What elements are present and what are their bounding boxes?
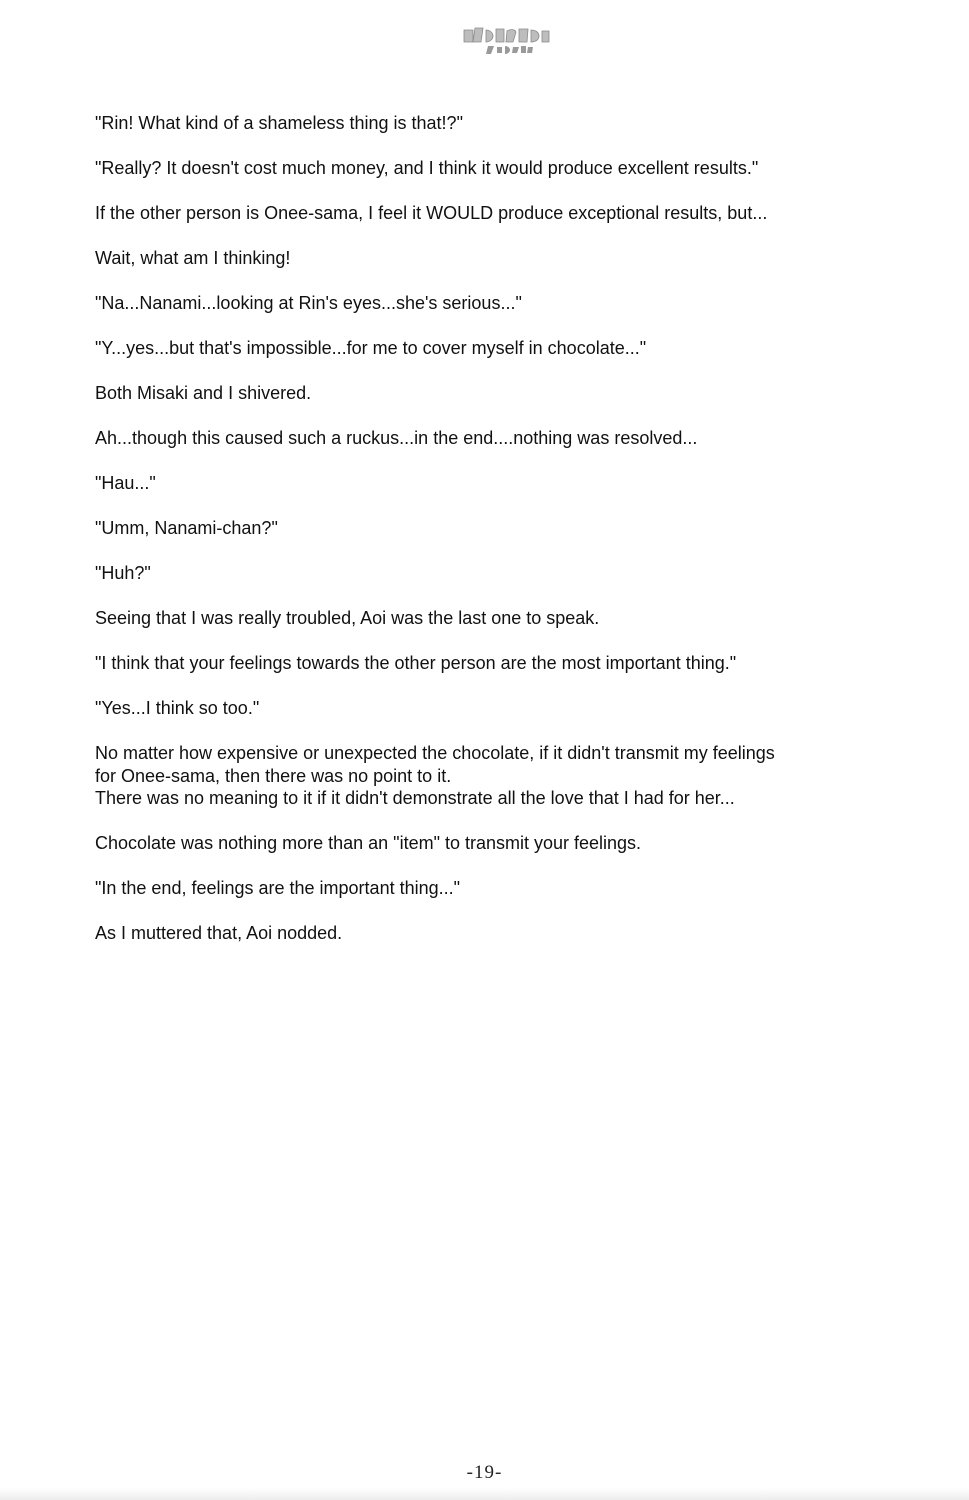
paragraph: "Umm, Nanami-chan?" <box>95 518 278 538</box>
scan-edge <box>0 1488 969 1500</box>
paragraph: "Hau..." <box>95 473 156 493</box>
paragraph: If the other person is Onee-sama, I feel it WOULD produce exceptional results, but... <box>95 203 768 223</box>
paragraph: No matter how expensive or unexpected the chocolate, if it didn't transmit my feelings for Onee-sama, then there was no point to it. There was no meaning to it if it didn't demonstrate all the love that I had for her... <box>95 743 775 808</box>
paragraph: "I think that your feelings towards the other person are the most important thing." <box>95 653 737 673</box>
paragraph: Ah...though this caused such a ruckus...in the end....nothing was resolved... <box>95 428 698 448</box>
paragraph: Chocolate was nothing more than an "item" to transmit your feelings. <box>95 833 642 853</box>
paragraph: Wait, what am I thinking! <box>95 248 291 268</box>
paragraph: "Yes...I think so too." <box>95 698 260 718</box>
page-number: -19- <box>466 1462 503 1483</box>
paragraph: Both Misaki and I shivered. <box>95 383 312 403</box>
story-text <box>95 112 855 967</box>
paragraph: "Really? It doesn't cost much money, and I think it would produce excellent results." <box>95 158 759 178</box>
paragraph: "Huh?" <box>95 563 151 583</box>
paragraph: As I muttered that, Aoi nodded. <box>95 923 343 943</box>
paragraph: "Rin! What kind of a shameless thing is that!?" <box>95 113 463 133</box>
paragraph: Seeing that I was really troubled, Aoi was the last one to speak. <box>95 608 600 628</box>
paragraph: "Na...Nanami...looking at Rin's eyes...she's serious..." <box>95 293 522 313</box>
title-logo-icon <box>460 22 552 58</box>
paragraph: "In the end, feelings are the important thing..." <box>95 878 461 898</box>
paragraph: "Y...yes...but that's impossible...for me to cover myself in chocolate..." <box>95 338 647 358</box>
